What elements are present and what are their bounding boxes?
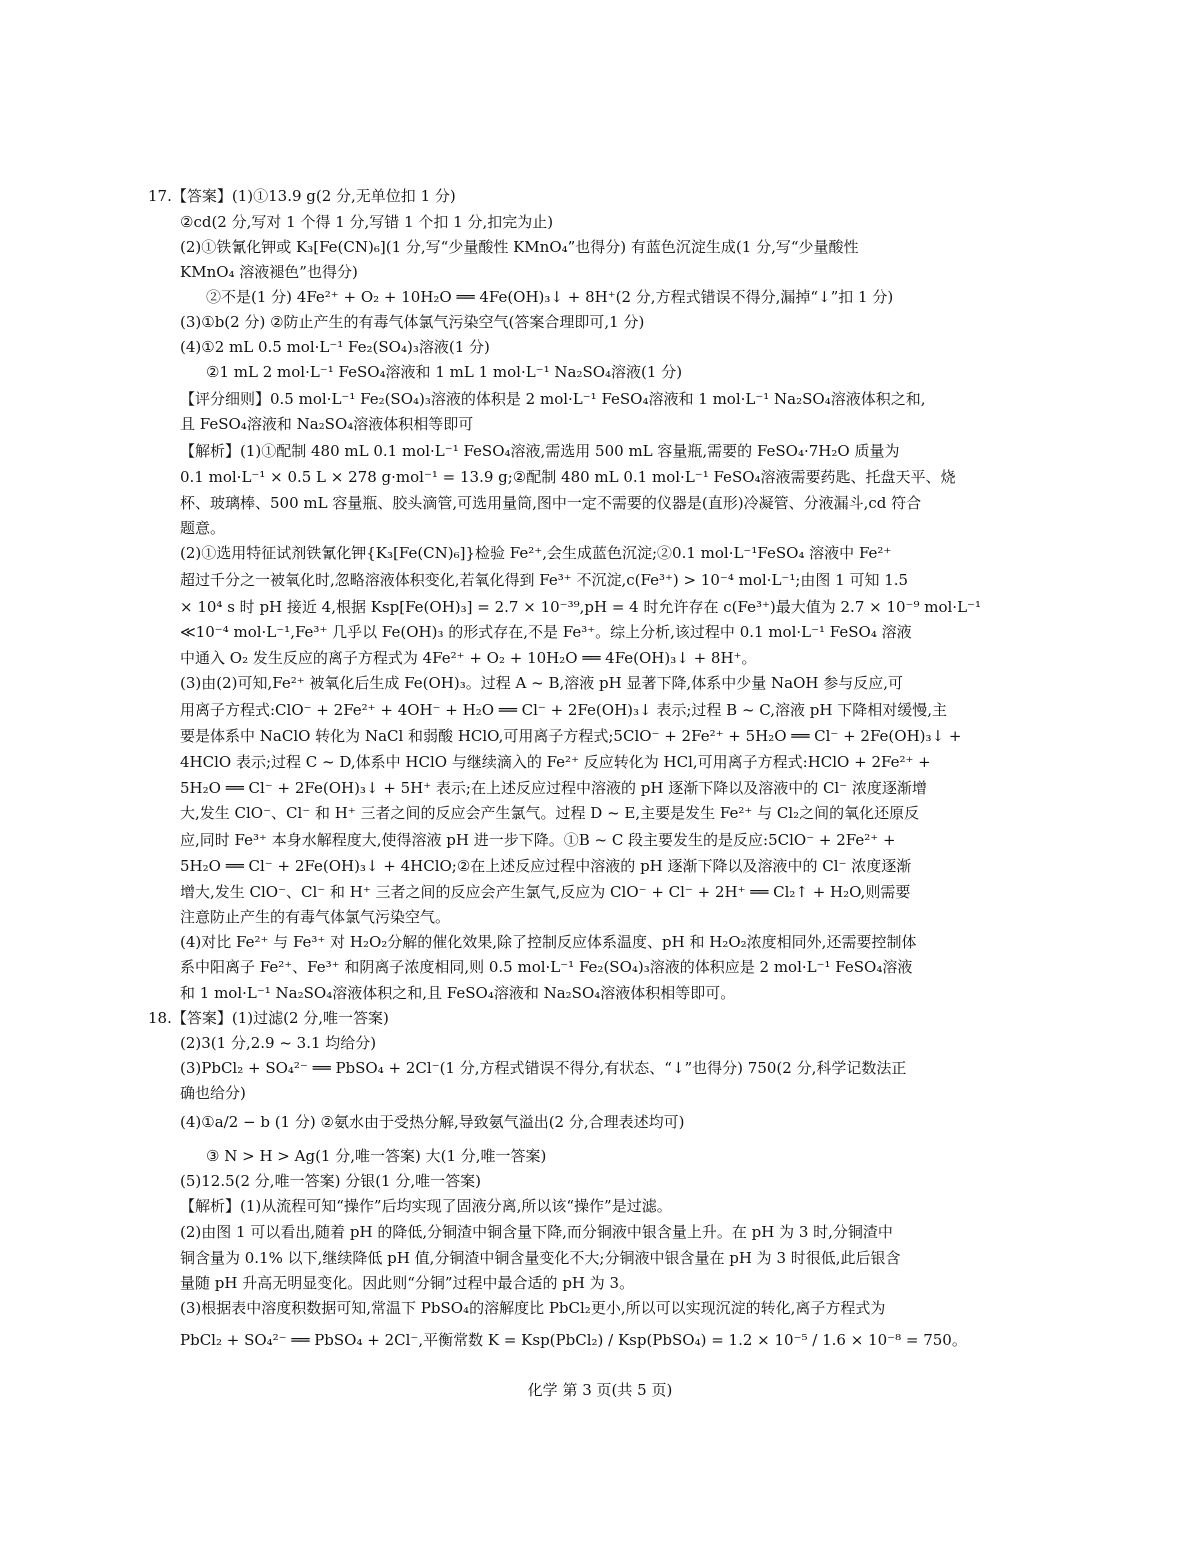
q17-analysis-line-1: 【解析】(1)①配制 480 mL 0.1 mol·L⁻¹ FeSO₄溶液,需选用 500 mL 容量瓶,需要的 FeSO₄·7H₂O 质量为 [180,442,900,460]
q17-answer-line-6: (3)①b(2 分) ②防止产生的有毒气体氯气污染空气(答案合理即可,1 分) [180,313,645,331]
q17-analysis-line-8: ≪10⁻⁴ mol·L⁻¹,Fe³⁺ 几乎以 Fe(OH)₃ 的形式存在,不是 Fe³⁺。综上分析,该过程中 0.1 mol·L⁻¹ FeSO₄ 溶液 [180,623,912,641]
q17-analysis-line-4: 题意。 [180,519,226,537]
q17-analysis-line-5: (2)①选用特征试剂铁氰化钾{K₃[Fe(CN)₆]}检验 Fe²⁺,会生成蓝色沉淀;②0.1 mol·L⁻¹FeSO₄ 溶液中 Fe²⁺ [180,544,892,562]
q18-analysis-line-2: (2)由图 1 可以看出,随着 pH 的降低,分铜渣中铜含量下降,而分铜液中银含量上升。在 pH 为 3 时,分铜渣中 [180,1223,893,1241]
q18-answer-line-5: (4)①a/2 − b (1 分) ②氨水由于受热分解,导致氨气溢出(2 分,合理表述均可) [180,1113,685,1131]
q17-analysis-line-22: 和 1 mol·L⁻¹ Na₂SO₄溶液体积之和,且 FeSO₄溶液和 Na₂SO₄溶液体积相等即可。 [180,984,736,1002]
q17-analysis-line-14: 5H₂O ══ Cl⁻ + 2Fe(OH)₃↓ + 5H⁺ 表示;在上述反应过程中溶液的 pH 逐渐下降以及溶液中的 Cl⁻ 浓度逐渐增 [180,779,927,797]
q17-analysis-line-16: 应,同时 Fe³⁺ 本身水解程度大,使得溶液 pH 进一步下降。①B ~ C 段主要发生的是反应:5ClO⁻ + 2Fe²⁺ + [180,831,896,849]
q18-analysis-line-1: 【解析】(1)从流程可知“操作”后均实现了固液分离,所以该“操作”是过滤。 [180,1197,672,1215]
q17-analysis-line-20: (4)对比 Fe²⁺ 与 Fe³⁺ 对 H₂O₂分解的催化效果,除了控制反应体系温度、pH 和 H₂O₂浓度相同外,还需要控制体 [180,933,917,951]
q17-answer-line-2: ②cd(2 分,写对 1 个得 1 分,写错 1 个扣 1 分,扣完为止) [180,213,554,231]
q18-analysis-line-5: (3)根据表中溶度积数据可知,常温下 PbSO₄的溶解度比 PbCl₂更小,所以可以实现沉淀的转化,离子方程式为 [180,1299,886,1317]
q17-analysis-line-11: 用离子方程式:ClO⁻ + 2Fe²⁺ + 4OH⁻ + H₂O ══ Cl⁻ + 2Fe(OH)₃↓ 表示;过程 B ~ C,溶液 pH 下降相对缓慢,主 [180,701,948,719]
q17-analysis-line-17: 5H₂O ══ Cl⁻ + 2Fe(OH)₃↓ + 4HClO;②在上述反应过程中溶液的 pH 逐渐下降以及溶液中的 Cl⁻ 浓度逐渐 [180,857,912,875]
q17-answer-line-1: 17.【答案】(1)①13.9 g(2 分,无单位扣 1 分) [148,187,456,205]
q17-analysis-line-10: (3)由(2)可知,Fe²⁺ 被氧化后生成 Fe(OH)₃。过程 A ~ B,溶液 pH 显著下降,体系中少量 NaOH 参与反应,可 [180,674,903,692]
q18-answer-line-7: (5)12.5(2 分,唯一答案) 分银(1 分,唯一答案) [180,1172,481,1190]
q17-answer-line-3: (2)①铁氰化钾或 K₃[Fe(CN)₆](1 分,写“少量酸性 KMnO₄”也得分) 有蓝色沉淀生成(1 分,写“少量酸性 [180,238,859,256]
q17-grading-line-2: 且 FeSO₄溶液和 Na₂SO₄溶液体积相等即可 [180,415,474,433]
q17-analysis-line-18: 增大,发生 ClO⁻、Cl⁻ 和 H⁺ 三者之间的反应会产生氯气,反应为 ClO⁻ + Cl⁻ + 2H⁺ ══ Cl₂↑ + H₂O,则需要 [180,883,911,901]
q18-answer-line-1: 18.【答案】(1)过滤(2 分,唯一答案) [148,1009,389,1027]
page-footer: 化学 第 3 页(共 5 页) [527,1381,673,1399]
q17-grading-line-1: 【评分细则】0.5 mol·L⁻¹ Fe₂(SO₄)₃溶液的体积是 2 mol·L⁻¹ FeSO₄溶液和 1 mol·L⁻¹ Na₂SO₄溶液体积之和, [180,390,926,408]
q17-analysis-line-2: 0.1 mol·L⁻¹ × 0.5 L × 278 g·mol⁻¹ = 13.9 g;②配制 480 mL 0.1 mol·L⁻¹ FeSO₄溶液需要药匙、托盘天平、烧 [180,468,956,486]
q17-analysis-line-6: 超过千分之一被氧化时,忽略溶液体积变化,若氧化得到 Fe³⁺ 不沉淀,c(Fe³⁺) > 10⁻⁴ mol·L⁻¹;由图 1 可知 1.5 [180,571,909,589]
q17-analysis-line-13: 4HClO 表示;过程 C ~ D,体系中 HClO 与继续滴入的 Fe²⁺ 反应转化为 HCl,可用离子方程式:HClO + 2Fe²⁺ + [180,753,931,771]
q18-analysis-line-4: 量随 pH 升高无明显变化。因此则“分铜”过程中最合适的 pH 为 3。 [180,1274,635,1292]
q18-answer-line-4: 确也给分) [180,1084,246,1102]
q17-analysis-line-21: 系中阳离子 Fe²⁺、Fe³⁺ 和阴离子浓度相同,则 0.5 mol·L⁻¹ Fe₂(SO₄)₃溶液的体积应是 2 mol·L⁻¹ FeSO₄溶液 [180,958,913,976]
q17-analysis-line-12: 要是体系中 NaClO 转化为 NaCl 和弱酸 HClO,可用离子方程式;5ClO⁻ + 2Fe²⁺ + 5H₂O ══ Cl⁻ + 2Fe(OH)₃↓ + [180,727,962,745]
q18-analysis-line-3: 铜含量为 0.1% 以下,继续降低 pH 值,分铜渣中铜含量变化不大;分铜液中银含量在 pH 为 3 时很低,此后银含 [180,1249,901,1267]
q17-analysis-line-3: 杯、玻璃棒、500 mL 容量瓶、胶头滴管,可选用量筒,图中一定不需要的仪器是(直形)冷凝管、分液漏斗,cd 符合 [180,494,922,512]
q17-analysis-line-7: × 10⁴ s 时 pH 接近 4,根据 Ksp[Fe(OH)₃] = 2.7 × 10⁻³⁹,pH = 4 时允许存在 c(Fe³⁺)最大值为 2.7 × 10⁻⁹ mol·L⁻¹ [180,598,981,616]
q18-answer-line-6: ③ N > H > Ag(1 分,唯一答案) 大(1 分,唯一答案) [206,1147,547,1165]
q17-analysis-line-9: 中通入 O₂ 发生反应的离子方程式为 4Fe²⁺ + O₂ + 10H₂O ══ 4Fe(OH)₃↓ + 8H⁺。 [180,649,757,667]
q17-answer-line-5: ②不是(1 分) 4Fe²⁺ + O₂ + 10H₂O ══ 4Fe(OH)₃↓ + 8H⁺(2 分,方程式错误不得分,漏掉“↓”扣 1 分) [206,288,894,306]
q18-analysis-line-6: PbCl₂ + SO₄²⁻ ══ PbSO₄ + 2Cl⁻,平衡常数 K = Ksp(PbCl₂) / Ksp(PbSO₄) = 1.2 × 10⁻⁵ / 1.6 × 10⁻⁸ = 750。 [180,1331,967,1349]
q17-answer-line-7: (4)①2 mL 0.5 mol·L⁻¹ Fe₂(SO₄)₃溶液(1 分) [180,338,490,356]
q18-answer-line-3: (3)PbCl₂ + SO₄²⁻ ══ PbSO₄ + 2Cl⁻(1 分,方程式错误不得分,有状态、“↓”也得分) 750(2 分,科学记数法正 [180,1059,907,1077]
q17-analysis-line-15: 大,发生 ClO⁻、Cl⁻ 和 H⁺ 三者之间的反应会产生氯气。过程 D ~ E,主要是发生 Fe²⁺ 与 Cl₂之间的氧化还原反 [180,804,920,822]
q17-answer-line-8: ②1 mL 2 mol·L⁻¹ FeSO₄溶液和 1 mL 1 mol·L⁻¹ Na₂SO₄溶液(1 分) [206,363,683,381]
q17-answer-line-4: KMnO₄ 溶液褪色”也得分) [180,263,358,281]
q17-analysis-line-19: 注意防止产生的有毒气体氯气污染空气。 [180,908,451,926]
q18-answer-line-2: (2)3(1 分,2.9 ~ 3.1 均给分) [180,1034,377,1052]
